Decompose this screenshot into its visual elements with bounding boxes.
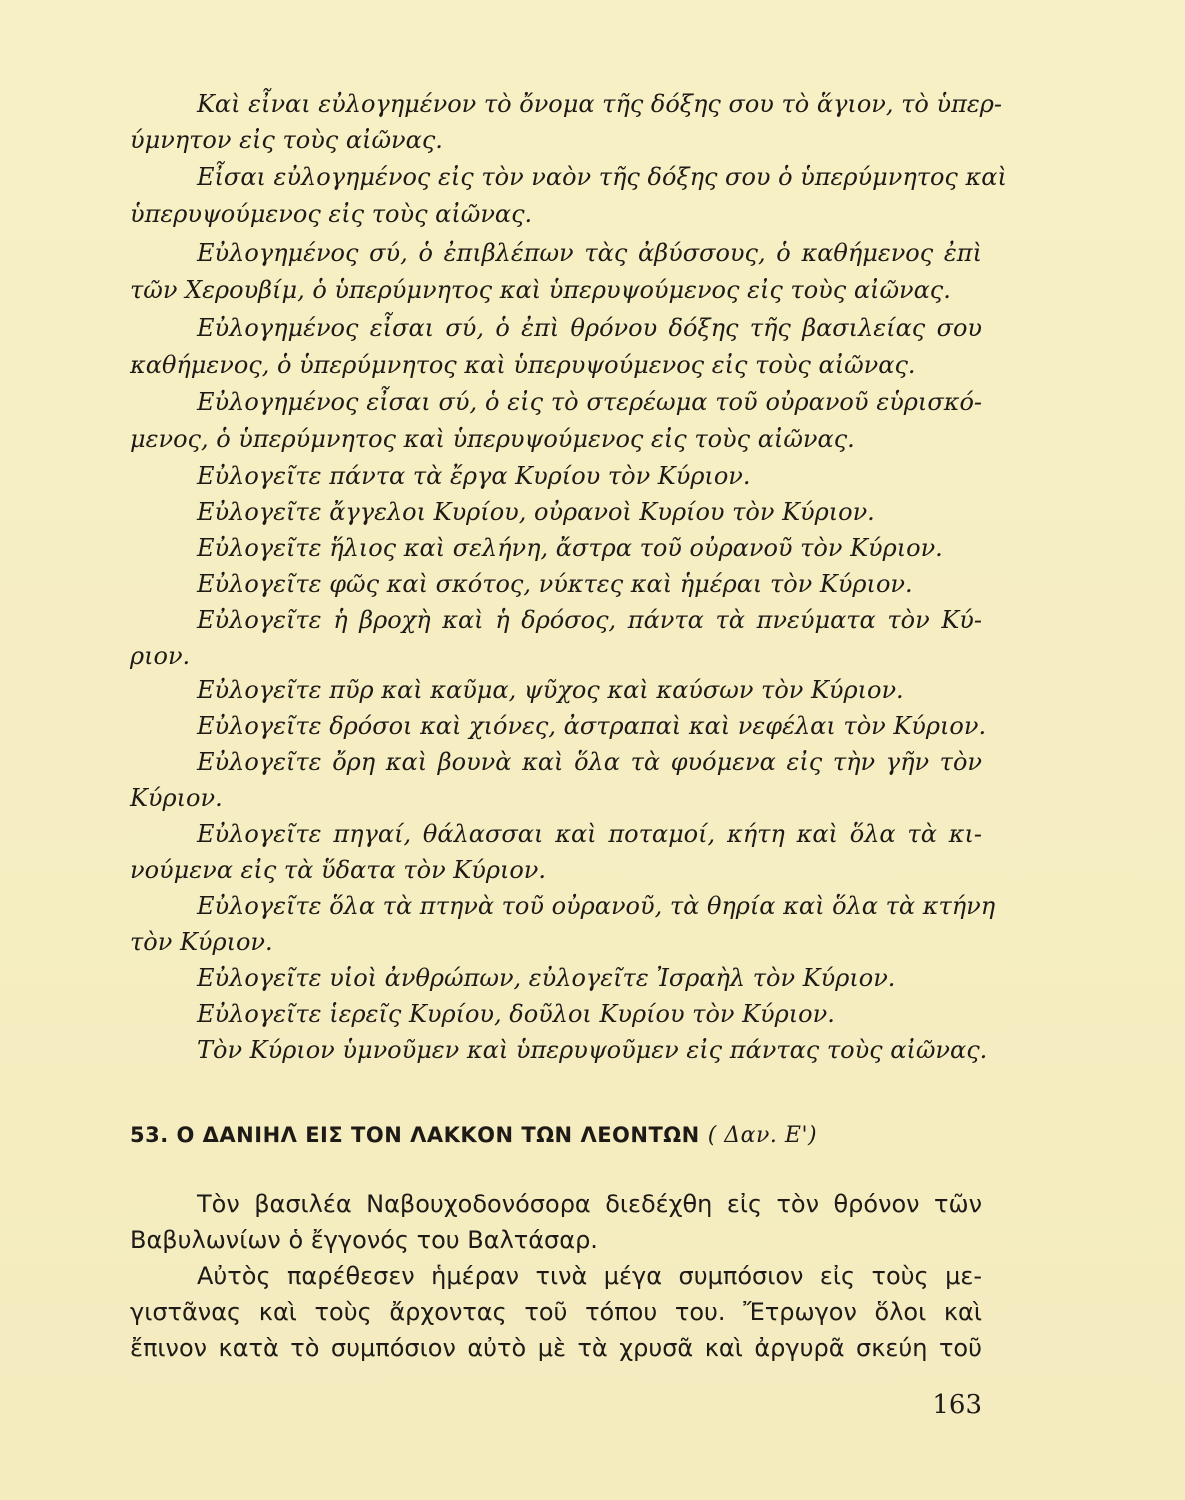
hymn-line: τὸν Κύριον. (130, 928, 273, 956)
hymn-line: Εὐλογεῖτε πηγαί, θάλασσαι καὶ ποταμοί, κήτη καὶ ὅλα τὰ κι- (197, 820, 982, 848)
prose-line: ἔπινον κατὰ τὸ συμπόσιον αὐτὸ μὲ τὰ χρυσᾶ καὶ ἀργυρᾶ σκεύη τοῦ (130, 1334, 982, 1362)
hymn-line: νούμενα εἰς τὰ ὕδατα τὸν Κύριον. (130, 856, 547, 884)
hymn-line: ριον. (130, 642, 191, 670)
hymn-line: Εὐλογεῖτε ἥλιος καὶ σελήνη, ἄστρα τοῦ οὐρανοῦ τὸν Κύριον. (197, 534, 943, 562)
prose-line: Τὸν βασιλέα Ναβουχοδονόσορα διεδέχθη εἰς τὸν θρόνον τῶν (197, 1190, 982, 1218)
section-reference: ( Δαν. Ε') (707, 1123, 818, 1148)
hymn-line: ύμνητον εἰς τοὺς αἰῶνας. (130, 126, 443, 154)
hymn-line: Εὐλογεῖτε δρόσοι καὶ χιόνες, ἀστραπαὶ καὶ νεφέλαι τὸν Κύριον. (197, 712, 987, 740)
hymn-line: Εὐλογημένος σύ, ὁ ἐπιβλέπων τὰς ἀβύσσους, ὁ καθήμενος ἐπὶ (197, 239, 982, 267)
hymn-line: Εὐλογεῖτε πάντα τὰ ἔργα Κυρίου τὸν Κύριον. (197, 462, 751, 490)
hymn-line: Εὐλογημένος εἶσαι σύ, ὁ ἐπὶ θρόνου δόξης τῆς βασιλείας σου (197, 314, 982, 342)
hymn-line: Καὶ εἶναι εὐλογημένον τὸ ὄνομα τῆς δόξης σου τὸ ἅγιον, τὸ ὑπερ- (197, 90, 1002, 118)
hymn-line: Εὐλογεῖτε ὄρη καὶ βουνὰ καὶ ὅλα τὰ φυόμενα εἰς τὴν γῆν τὸν (197, 748, 982, 776)
hymn-line: Εὐλογεῖτε φῶς καὶ σκότος, νύκτες καὶ ἡμέραι τὸν Κύριον. (197, 570, 913, 598)
hymn-line: μενος, ὁ ὑπερύμνητος καὶ ὑπερυψούμενος εἰς τοὺς αἰῶνας. (130, 425, 855, 453)
hymn-line: τῶν Χερουβίμ, ὁ ὑπερύμνητος καὶ ὑπερυψούμενος εἰς τοὺς αἰῶνας. (130, 276, 951, 304)
hymn-line: Εὐλογεῖτε ἡ βροχὴ καὶ ἡ δρόσος, πάντα τὰ πνεύματα τὸν Κύ- (197, 606, 982, 634)
prose-line: γιστᾶνας καὶ τοὺς ἄρχοντας τοῦ τόπου του. Ἔτρωγον ὅλοι καὶ (130, 1298, 982, 1326)
hymn-line: Εὐλογεῖτε ὅλα τὰ πτηνὰ τοῦ οὐρανοῦ, τὰ θηρία καὶ ὅλα τὰ κτήνη (197, 892, 996, 920)
hymn-line: Τὸν Κύριον ὑμνοῦμεν καὶ ὑπερυψοῦμεν εἰς πάντας τοὺς αἰῶνας. (197, 1036, 988, 1064)
section-title: 53. Ο ΔΑΝΙΗΛ ΕΙΣ ΤΟΝ ΛΑΚΚΟΝ ΤΩΝ ΛΕΟΝΤΩΝ (130, 1123, 700, 1147)
hymn-line: Εὐλογεῖτε υἱοὶ ἀνθρώπων, εὐλογεῖτε Ἰσραὴλ τὸν Κύριον. (197, 964, 896, 992)
page-number: 163 (932, 1390, 982, 1420)
hymn-line: Εὐλογεῖτε ἱερεῖς Κυρίου, δοῦλοι Κυρίου τὸν Κύριον. (197, 1000, 835, 1028)
hymn-line: ὑπερυψούμενος εἰς τοὺς αἰῶνας. (130, 200, 533, 228)
hymn-line: Εὐλογεῖτε ἄγγελοι Κυρίου, οὐρανοὶ Κυρίου τὸν Κύριον. (197, 498, 875, 526)
prose-line: Βαβυλωνίων ὁ ἔγγονός του Βαλτάσαρ. (130, 1226, 598, 1254)
hymn-line: Εὐλογημένος εἶσαι σύ, ὁ εἰς τὸ στερέωμα τοῦ οὐρανοῦ εὑρισκό- (197, 388, 982, 416)
hymn-line: Εὐλογεῖτε πῦρ καὶ καῦμα, ψῦχος καὶ καύσων τὸν Κύριον. (197, 676, 904, 704)
hymn-line: καθήμενος, ὁ ὑπερύμνητος καὶ ὑπερυψούμενος εἰς τοὺς αἰῶνας. (130, 351, 916, 379)
prose-line: Αὐτὸς παρέθεσεν ἡμέραν τινὰ μέγα συμπόσιον εἰς τοὺς με- (197, 1262, 982, 1290)
hymn-line: Εἶσαι εὐλογημένος εἰς τὸν ναὸν τῆς δόξης σου ὁ ὑπερύμνητος καὶ (197, 163, 1007, 191)
section-heading (130, 1123, 817, 1148)
hymn-line: Κύριον. (130, 784, 223, 812)
